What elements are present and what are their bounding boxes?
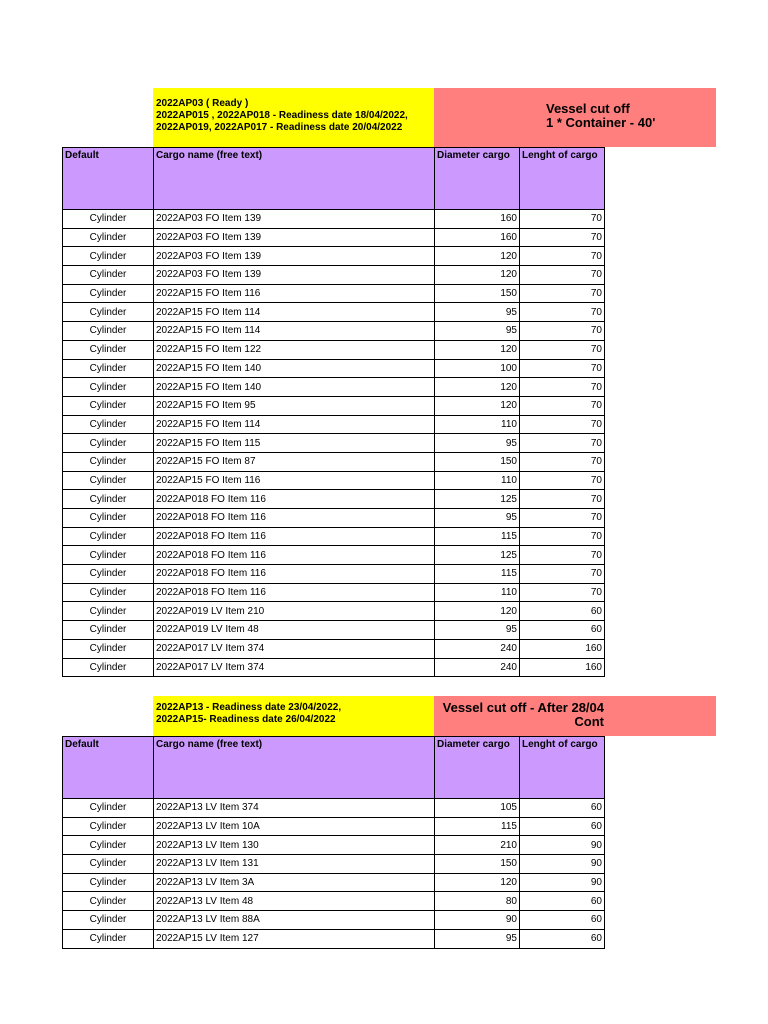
cell-default[interactable]: Cylinder	[63, 658, 154, 677]
cell-length[interactable]: 70	[520, 340, 605, 359]
table-row	[63, 855, 605, 874]
table-row	[63, 911, 605, 930]
cell-cargo-name[interactable]: 2022AP017 LV Item 374	[154, 639, 435, 658]
cell-default[interactable]: Cylinder	[63, 836, 154, 855]
cell-cargo-name[interactable]: 2022AP018 FO Item 116	[154, 490, 435, 509]
cell-diameter[interactable]: 100	[435, 359, 520, 378]
cell-default[interactable]: Cylinder	[63, 247, 154, 266]
cell-length[interactable]: 70	[520, 247, 605, 266]
cell-default[interactable]: Cylinder	[63, 415, 154, 434]
cell-diameter[interactable]: 95	[435, 621, 520, 640]
cell-cargo-name[interactable]: 2022AP15 FO Item 116	[154, 284, 435, 303]
cell-diameter[interactable]: 90	[435, 911, 520, 930]
cell-cargo-name[interactable]: 2022AP15 FO Item 87	[154, 452, 435, 471]
table-row	[63, 322, 605, 341]
vessel-cutoff-note[interactable]	[434, 88, 716, 147]
note-line: 2022AP015 , 2022AP018 - Readiness date 18/04/2022,	[156, 110, 408, 121]
cell-length[interactable]: 60	[520, 602, 605, 621]
cell-length[interactable]: 70	[520, 583, 605, 602]
cell-length[interactable]: 60	[520, 799, 605, 818]
cell-default[interactable]: Cylinder	[63, 639, 154, 658]
table-row	[63, 340, 605, 359]
cargo-table	[62, 736, 605, 949]
cell-diameter[interactable]: 150	[435, 284, 520, 303]
table-row	[63, 396, 605, 415]
cell-diameter[interactable]: 160	[435, 210, 520, 229]
cargo-section-2	[62, 696, 716, 949]
header-row	[63, 148, 605, 210]
cell-cargo-name[interactable]: 2022AP13 LV Item 10A	[154, 817, 435, 836]
section-banner	[153, 696, 716, 736]
cell-default[interactable]: Cylinder	[63, 583, 154, 602]
column-header-diameter[interactable]: Diameter cargo	[435, 737, 520, 799]
cell-default[interactable]: Cylinder	[63, 873, 154, 892]
cell-cargo-name[interactable]: 2022AP15 FO Item 114	[154, 322, 435, 341]
cell-default[interactable]: Cylinder	[63, 434, 154, 453]
table-row	[63, 378, 605, 397]
cell-length[interactable]: 90	[520, 873, 605, 892]
cell-cargo-name[interactable]: 2022AP03 FO Item 139	[154, 228, 435, 247]
cell-cargo-name[interactable]: 2022AP15 FO Item 115	[154, 434, 435, 453]
cell-length[interactable]: 70	[520, 210, 605, 229]
cell-length[interactable]: 70	[520, 359, 605, 378]
cell-default[interactable]: Cylinder	[63, 322, 154, 341]
cell-diameter[interactable]: 95	[435, 434, 520, 453]
table-row	[63, 602, 605, 621]
cargo-section-1	[62, 88, 716, 677]
table-row	[63, 490, 605, 509]
cell-diameter[interactable]: 95	[435, 509, 520, 528]
cell-default[interactable]: Cylinder	[63, 490, 154, 509]
column-header-cargo-name[interactable]: Cargo name (free text)	[154, 148, 435, 210]
cell-length[interactable]: 70	[520, 546, 605, 565]
table-row	[63, 621, 605, 640]
table-row	[63, 639, 605, 658]
table-row	[63, 210, 605, 229]
column-header-default[interactable]: Default	[63, 148, 154, 210]
cell-cargo-name[interactable]: 2022AP15 FO Item 95	[154, 396, 435, 415]
cell-diameter[interactable]: 125	[435, 546, 520, 565]
cell-default[interactable]: Cylinder	[63, 799, 154, 818]
table-row	[63, 471, 605, 490]
cell-diameter[interactable]: 95	[435, 929, 520, 948]
cell-default[interactable]: Cylinder	[63, 266, 154, 285]
cell-diameter[interactable]: 95	[435, 303, 520, 322]
cell-cargo-name[interactable]: 2022AP018 FO Item 116	[154, 509, 435, 528]
cell-length[interactable]: 70	[520, 527, 605, 546]
table-row	[63, 415, 605, 434]
cell-default[interactable]: Cylinder	[63, 378, 154, 397]
cell-cargo-name[interactable]: 2022AP13 LV Item 374	[154, 799, 435, 818]
cell-cargo-name[interactable]: 2022AP13 LV Item 88A	[154, 911, 435, 930]
cell-default[interactable]: Cylinder	[63, 546, 154, 565]
cell-length[interactable]: 70	[520, 303, 605, 322]
cell-length[interactable]: 160	[520, 658, 605, 677]
cutoff-line: Vessel cut off - After 28/04	[442, 700, 604, 715]
table-row	[63, 799, 605, 818]
table-row	[63, 817, 605, 836]
cell-diameter[interactable]: 115	[435, 527, 520, 546]
table-row	[63, 434, 605, 453]
cell-diameter[interactable]: 110	[435, 471, 520, 490]
cell-length[interactable]: 90	[520, 855, 605, 874]
cell-length[interactable]: 70	[520, 509, 605, 528]
table-row	[63, 873, 605, 892]
cell-diameter[interactable]: 120	[435, 266, 520, 285]
table-row	[63, 565, 605, 584]
table-row	[63, 836, 605, 855]
cell-length[interactable]: 70	[520, 490, 605, 509]
cargo-rows	[63, 799, 605, 949]
section-banner	[153, 88, 716, 147]
cell-diameter[interactable]: 240	[435, 639, 520, 658]
table-row	[63, 247, 605, 266]
table-row	[63, 583, 605, 602]
cell-diameter[interactable]: 110	[435, 415, 520, 434]
cutoff-line: 1 * Container - 40'	[546, 115, 656, 130]
cell-cargo-name[interactable]: 2022AP13 LV Item 3A	[154, 873, 435, 892]
cell-default[interactable]: Cylinder	[63, 396, 154, 415]
cell-length[interactable]: 60	[520, 892, 605, 911]
cell-default[interactable]: Cylinder	[63, 284, 154, 303]
table-row	[63, 929, 605, 948]
header-row	[63, 737, 605, 799]
cargo-table	[62, 147, 605, 677]
table-row	[63, 303, 605, 322]
column-header-diameter[interactable]: Diameter cargo	[435, 148, 520, 210]
cell-diameter[interactable]: 120	[435, 247, 520, 266]
cell-cargo-name[interactable]: 2022AP03 FO Item 139	[154, 247, 435, 266]
cell-default[interactable]: Cylinder	[63, 911, 154, 930]
table-row	[63, 359, 605, 378]
cell-cargo-name[interactable]: 2022AP15 LV Item 127	[154, 929, 435, 948]
cell-length[interactable]: 70	[520, 415, 605, 434]
cell-default[interactable]: Cylinder	[63, 210, 154, 229]
column-header-length[interactable]: Lenght of cargo	[520, 737, 605, 799]
table-row	[63, 892, 605, 911]
cell-diameter[interactable]: 115	[435, 565, 520, 584]
cell-diameter[interactable]: 120	[435, 602, 520, 621]
cell-default[interactable]: Cylinder	[63, 471, 154, 490]
cell-length[interactable]: 60	[520, 929, 605, 948]
cell-diameter[interactable]: 150	[435, 855, 520, 874]
cell-default[interactable]: Cylinder	[63, 892, 154, 911]
cell-default[interactable]: Cylinder	[63, 228, 154, 247]
cell-default[interactable]: Cylinder	[63, 303, 154, 322]
cell-cargo-name[interactable]: 2022AP018 FO Item 116	[154, 583, 435, 602]
note-line: 2022AP15- Readiness date 26/04/2022	[156, 714, 336, 725]
cell-cargo-name[interactable]: 2022AP019 LV Item 48	[154, 621, 435, 640]
cell-length[interactable]: 70	[520, 396, 605, 415]
cell-cargo-name[interactable]: 2022AP13 LV Item 131	[154, 855, 435, 874]
cell-default[interactable]: Cylinder	[63, 817, 154, 836]
cell-length[interactable]: 160	[520, 639, 605, 658]
cell-length[interactable]: 60	[520, 621, 605, 640]
column-header-length[interactable]: Lenght of cargo	[520, 148, 605, 210]
cell-cargo-name[interactable]: 2022AP019 LV Item 210	[154, 602, 435, 621]
column-header-default[interactable]: Default	[63, 737, 154, 799]
cell-default[interactable]: Cylinder	[63, 509, 154, 528]
cell-diameter[interactable]: 120	[435, 873, 520, 892]
cell-length[interactable]: 70	[520, 228, 605, 247]
cutoff-line: Vessel cut off	[546, 101, 630, 116]
cell-diameter[interactable]: 160	[435, 228, 520, 247]
readiness-note[interactable]	[153, 696, 434, 736]
cutoff-line: Cont	[574, 714, 604, 729]
cell-cargo-name[interactable]: 2022AP15 FO Item 114	[154, 303, 435, 322]
column-header-cargo-name[interactable]: Cargo name (free text)	[154, 737, 435, 799]
cell-default[interactable]: Cylinder	[63, 340, 154, 359]
cell-diameter[interactable]: 210	[435, 836, 520, 855]
vessel-cutoff-note[interactable]	[434, 696, 716, 736]
cell-cargo-name[interactable]: 2022AP15 FO Item 116	[154, 471, 435, 490]
cell-length[interactable]: 70	[520, 471, 605, 490]
cell-cargo-name[interactable]: 2022AP03 FO Item 139	[154, 266, 435, 285]
table-row	[63, 658, 605, 677]
cell-length[interactable]: 70	[520, 266, 605, 285]
table-row	[63, 527, 605, 546]
cell-cargo-name[interactable]: 2022AP15 FO Item 140	[154, 378, 435, 397]
cell-cargo-name[interactable]: 2022AP017 LV Item 374	[154, 658, 435, 677]
cell-cargo-name[interactable]: 2022AP13 LV Item 130	[154, 836, 435, 855]
readiness-note[interactable]	[153, 88, 434, 147]
cell-diameter[interactable]: 120	[435, 396, 520, 415]
cell-diameter[interactable]: 120	[435, 378, 520, 397]
cell-length[interactable]: 60	[520, 817, 605, 836]
cell-default[interactable]: Cylinder	[63, 527, 154, 546]
table-row	[63, 266, 605, 285]
table-row	[63, 452, 605, 471]
cell-default[interactable]: Cylinder	[63, 359, 154, 378]
cell-cargo-name[interactable]: 2022AP018 FO Item 116	[154, 527, 435, 546]
cell-cargo-name[interactable]: 2022AP15 FO Item 114	[154, 415, 435, 434]
cell-cargo-name[interactable]: 2022AP018 FO Item 116	[154, 565, 435, 584]
table-row	[63, 509, 605, 528]
cell-diameter[interactable]: 115	[435, 817, 520, 836]
cell-diameter[interactable]: 120	[435, 340, 520, 359]
table-row	[63, 284, 605, 303]
cell-diameter[interactable]: 125	[435, 490, 520, 509]
cargo-rows	[63, 210, 605, 677]
cell-diameter[interactable]: 110	[435, 583, 520, 602]
note-line: 2022AP019, 2022AP017 - Readiness date 20/04/2022	[156, 122, 403, 133]
cell-length[interactable]: 70	[520, 378, 605, 397]
cell-cargo-name[interactable]: 2022AP13 LV Item 48	[154, 892, 435, 911]
cell-default[interactable]: Cylinder	[63, 621, 154, 640]
cell-length[interactable]: 90	[520, 836, 605, 855]
cell-length[interactable]: 70	[520, 452, 605, 471]
cell-diameter[interactable]: 80	[435, 892, 520, 911]
cell-cargo-name[interactable]: 2022AP018 FO Item 116	[154, 546, 435, 565]
cell-diameter[interactable]: 105	[435, 799, 520, 818]
cell-default[interactable]: Cylinder	[63, 855, 154, 874]
cell-cargo-name[interactable]: 2022AP03 FO Item 139	[154, 210, 435, 229]
table-row	[63, 228, 605, 247]
note-line: 2022AP13 - Readiness date 23/04/2022,	[156, 702, 342, 713]
cell-length[interactable]: 70	[520, 284, 605, 303]
cell-length[interactable]: 70	[520, 434, 605, 453]
cell-length[interactable]: 70	[520, 322, 605, 341]
cell-cargo-name[interactable]: 2022AP15 FO Item 122	[154, 340, 435, 359]
cell-cargo-name[interactable]: 2022AP15 FO Item 140	[154, 359, 435, 378]
cell-length[interactable]: 70	[520, 565, 605, 584]
cell-default[interactable]: Cylinder	[63, 929, 154, 948]
note-line: 2022AP03 ( Ready )	[156, 98, 249, 109]
cell-diameter[interactable]: 95	[435, 322, 520, 341]
cell-default[interactable]: Cylinder	[63, 565, 154, 584]
table-row	[63, 546, 605, 565]
cell-diameter[interactable]: 240	[435, 658, 520, 677]
cell-default[interactable]: Cylinder	[63, 602, 154, 621]
cell-length[interactable]: 60	[520, 911, 605, 930]
cell-default[interactable]: Cylinder	[63, 452, 154, 471]
cell-diameter[interactable]: 150	[435, 452, 520, 471]
